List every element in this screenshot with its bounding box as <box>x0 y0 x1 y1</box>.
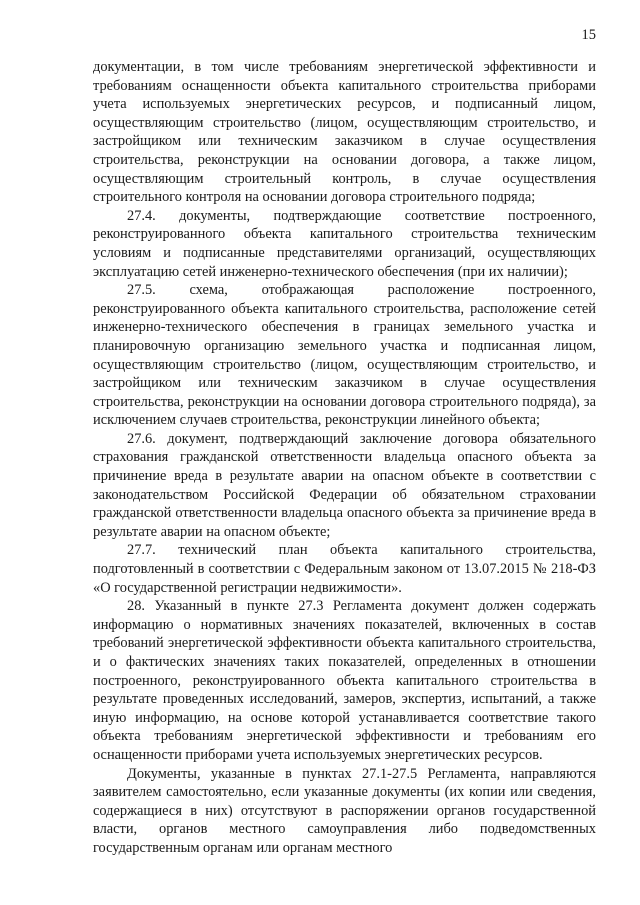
paragraph-continuation: документации, в том числе требованиям энергетической эффективности и требованиям оснащенности объекта капитального строительства приборами учета используемых энергетических ресурсов, и подписанный лицом, осуществляющим строительство (лицом, осуществляющим строительство, и застройщиком или техническим заказчиком в случае осуществления строительства, реконструкции на основании договора, а также лицом, осуществляющим строительный контроль, в случае осуществления строительного контроля на основании договора строительного подряда; <box>93 59 596 206</box>
paragraph-27-4: 27.4. документы, подтверждающие соответствие построенного, реконструированного объекта капитального строительства техническим условиям и подписанные представителями организаций, осуществляющих эксплуатацию сетей инженерно-технического обеспечения (при их наличии); <box>93 207 596 280</box>
paragraph-27-6: 27.6. документ, подтверждающий заключение договора обязательного страхования гражданской ответственности владельца опасного объекта за причинение вреда в результате аварии на опасном объекте в соответствии с законодательством Российской Федерации об обязательном страховании гражданской ответственности владельца опасного объекта за причинение вреда в результате аварии на опасном объекте; <box>93 430 596 540</box>
paragraph-28: 28. Указанный в пункте 27.3 Регламента документ должен содержать информацию о нормативных значениях показателей, включенных в состав требований энергетической эффективности объекта капитального строительства, и о фактических значениях таких показателей, определенных в отношении построенного, реконструированного объекта капитального строительства в результате проведенных исследований, замеров, экспертиз, испытаний, а также иную информацию, на основе которой устанавливается соответствие такого объекта требованиям энергетической эффективности и требованиям его оснащенности приборами учета используемых энергетических ресурсов. <box>93 598 596 763</box>
document-body <box>93 58 596 858</box>
paragraph-documents: Документы, указанные в пунктах 27.1-27.5 Регламента, направляются заявителем самостоятельно, если указанные документы (их копии или сведения, содержащиеся в них) отсутствуют в распоряжении органов государственной власти, органов местного самоуправления либо подведомственных государственным органам или органам местного <box>93 765 596 856</box>
paragraph-27-7: 27.7. технический план объекта капитального строительства, подготовленный в соответствии с Федеральным законом от 13.07.2015 № 218-ФЗ «О государственной регистрации недвижимости». <box>93 542 596 596</box>
paragraph-27-5: 27.5. схема, отображающая расположение построенного, реконструированного объекта капитального строительства, расположение сетей инженерно-технического обеспечения в границах земельного участка и планировочную организацию земельного участка и подписанная лицом, осуществляющим строительство (лицом, осуществляющим строительство, и застройщиком или техническим заказчиком в случае осуществления строительства, реконструкции на основании договора строительного подряда), за исключением случаев строительства, реконструкции линейного объекта; <box>93 282 596 429</box>
page-number: 15 <box>581 27 596 43</box>
